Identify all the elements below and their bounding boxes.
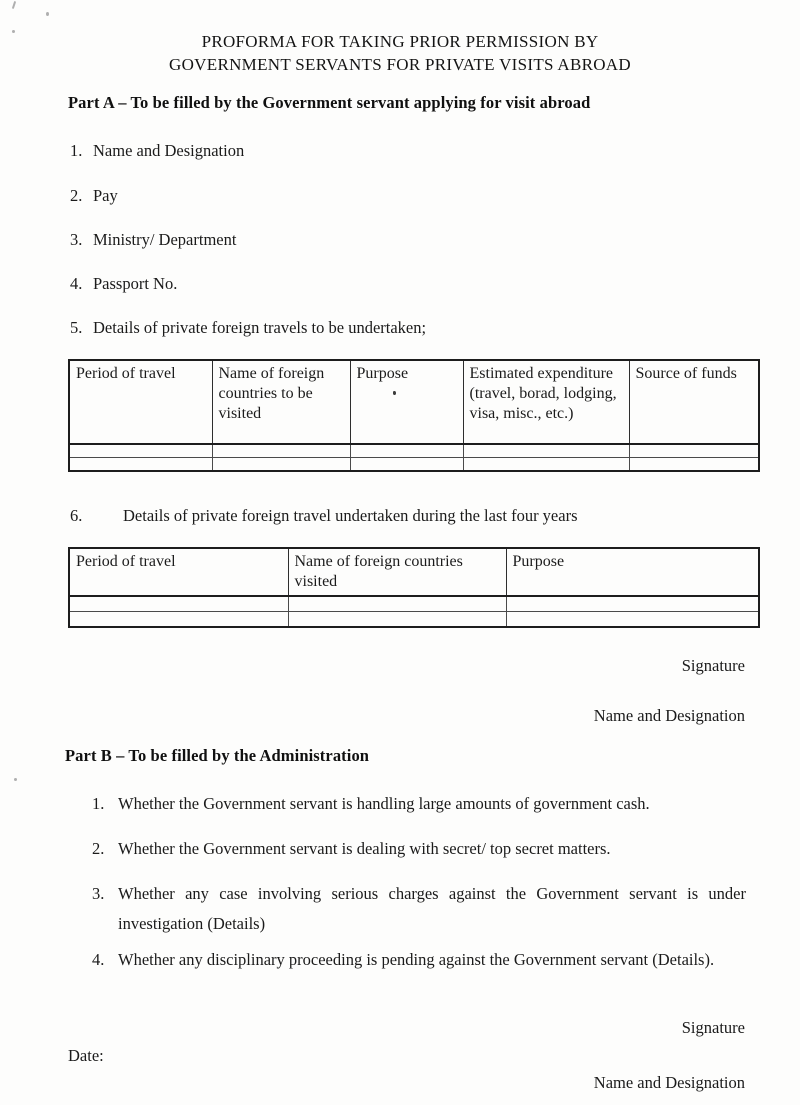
part-a-item-3 <box>70 229 236 250</box>
part-b-heading: Part B – To be filled by the Administration <box>65 746 370 765</box>
col-header-estimated-expenditure: Estimated expenditure (travel, borad, lodging, visa, misc., etc.) <box>463 360 629 444</box>
col-header-purpose <box>350 360 463 444</box>
item-text: Details of private foreign travel undertaken during the last four years <box>123 506 578 525</box>
col-header-countries-visited: Name of foreign countries visited <box>288 548 506 596</box>
table-row <box>69 458 759 472</box>
item-number: 3. <box>70 230 83 249</box>
table-cell <box>506 612 759 628</box>
table-row <box>69 612 759 628</box>
item-text: Passport No. <box>93 274 178 293</box>
title-line-2: GOVERNMENT SERVANTS FOR PRIVATE VISITS ABROAD <box>169 55 631 74</box>
col-header-period-of-travel: Period of travel <box>69 548 288 596</box>
table-cell <box>463 444 629 458</box>
item-number: 3. <box>92 884 105 903</box>
item-number: 6. <box>70 506 83 525</box>
col-header-countries: Name of foreign countries to be visited <box>212 360 350 444</box>
planned-travel-table <box>68 359 760 472</box>
table-cell <box>212 444 350 458</box>
name-designation-label-part-b: Name and Designation <box>593 1073 745 1092</box>
table-header-row <box>69 360 759 444</box>
table-header-row <box>69 548 759 596</box>
item-text: Details of private foreign travels to be undertaken; <box>93 318 427 337</box>
table-cell <box>288 612 506 628</box>
item-number: 4. <box>70 274 83 293</box>
item-number: 1. <box>92 794 105 813</box>
item-number: 2. <box>70 186 83 205</box>
table-cell <box>463 458 629 472</box>
scan-artifact-dot <box>393 391 396 395</box>
item-text: Name and Designation <box>93 141 245 160</box>
date-label: Date: <box>68 1046 104 1065</box>
item-text: Whether any disciplinary proceeding is pending against the Government servant (Details). <box>118 950 715 969</box>
table-cell <box>629 444 759 458</box>
signature-label-part-b: Signature <box>681 1018 745 1037</box>
table-cell <box>629 458 759 472</box>
past-travel-table <box>68 547 760 628</box>
part-a-item-1 <box>70 140 244 161</box>
scan-artifact <box>14 778 17 781</box>
table-cell <box>350 444 463 458</box>
table-cell <box>69 596 288 612</box>
item-number: 1. <box>70 141 83 160</box>
scan-artifact <box>12 1 16 9</box>
item-number: 4. <box>92 950 105 969</box>
item-text: Ministry/ Department <box>93 230 237 249</box>
col-header-purpose: Purpose <box>506 548 759 596</box>
item-text: Whether the Government servant is handling large amounts of government cash. <box>118 794 650 813</box>
col-header-source-of-funds: Source of funds <box>629 360 759 444</box>
table-row <box>69 444 759 458</box>
item-text: Whether any case involving serious charges against the Government servant is under investigation (Details) <box>118 884 746 933</box>
part-a-heading: Part A – To be filled by the Government servant applying for visit abroad <box>68 93 591 112</box>
table-row <box>69 596 759 612</box>
part-b-item-1 <box>92 789 746 819</box>
item-text: Pay <box>93 186 118 205</box>
scan-artifact <box>46 12 49 16</box>
document-title <box>0 30 800 76</box>
table-cell <box>212 458 350 472</box>
part-a-item-6 <box>70 505 578 526</box>
signature-label-part-a: Signature <box>681 656 745 675</box>
item-number: 2. <box>92 839 105 858</box>
part-b-item-4 <box>92 945 746 975</box>
item-text: Whether the Government servant is dealing with secret/ top secret matters. <box>118 839 611 858</box>
table-cell <box>69 458 212 472</box>
col-header-purpose-label: Purpose <box>356 365 409 382</box>
part-a-item-4 <box>70 273 177 294</box>
part-b-item-3 <box>92 879 746 939</box>
col-header-period-of-travel: Period of travel <box>69 360 212 444</box>
part-a-item-2 <box>70 185 118 206</box>
table-cell <box>288 596 506 612</box>
table-cell <box>69 444 212 458</box>
item-number: 5. <box>70 318 83 337</box>
part-b-item-2 <box>92 834 746 864</box>
part-a-item-5 <box>70 317 426 338</box>
table-cell <box>69 612 288 628</box>
table-cell <box>350 458 463 472</box>
table-cell <box>506 596 759 612</box>
name-designation-label-part-a: Name and Designation <box>593 706 745 725</box>
title-line-1: PROFORMA FOR TAKING PRIOR PERMISSION BY <box>201 32 599 51</box>
